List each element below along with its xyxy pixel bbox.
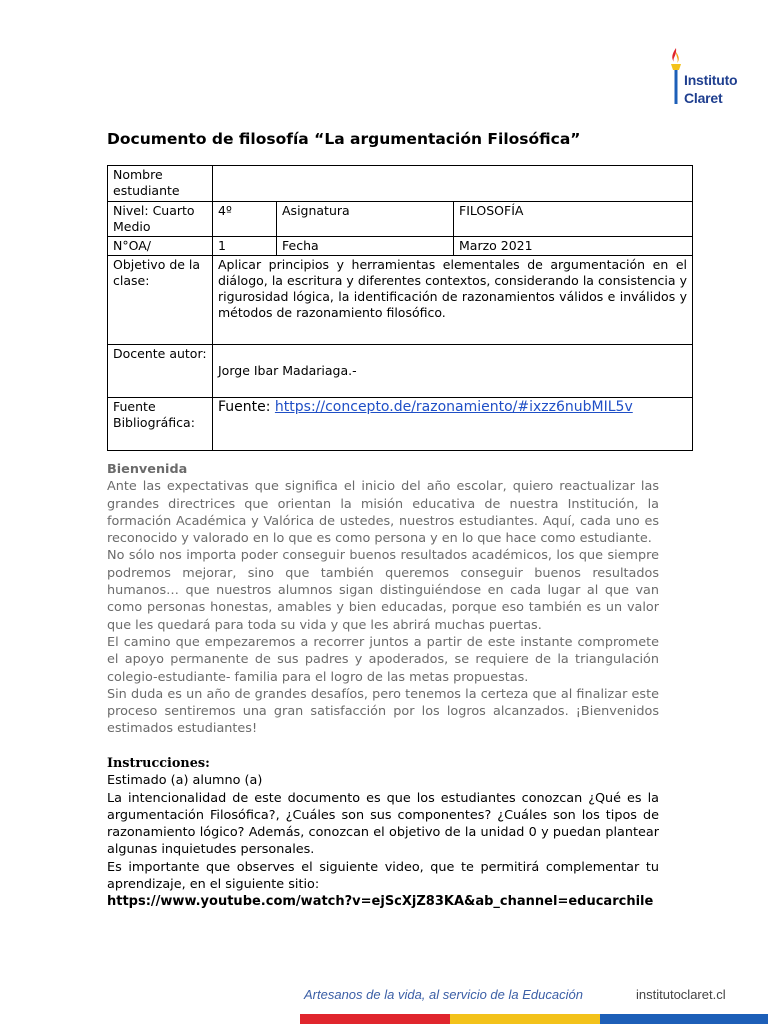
torch-icon [668,46,684,106]
nombre-label: Nombre estudiante [108,166,213,202]
footer-bar-red [300,1014,450,1024]
footer-website[interactable]: institutoclaret.cl [636,987,726,1002]
institute-logo [664,44,744,112]
logo-line-2: Claret [684,90,723,106]
info-table [107,165,693,451]
instructions-greeting: Estimado (a) alumno (a) [107,773,263,789]
nivel-label: Nivel: Cuarto Medio [108,202,213,237]
fecha-value: Marzo 2021 [454,237,693,256]
docente-cell [213,345,693,398]
nombre-value[interactable] [213,166,693,202]
instructions-heading: Instrucciones: [107,756,210,771]
docente-label: Docente autor: [108,345,213,398]
fuente-prefix: Fuente: [218,399,275,415]
footer-bar-yellow [450,1014,600,1024]
welcome-heading: Bienvenida [107,462,188,477]
footer-slogan: Artesanos de la vida, al servicio de la Educación [304,987,583,1002]
noa-label: N°OA/ [108,237,213,256]
fuente-link[interactable]: https://concepto.de/razonamiento/#ixzz6nubMIL5v [274,399,633,415]
docente-value: Jorge Ibar Madariaga.- [218,363,357,378]
footer-bar-blue [600,1014,768,1024]
welcome-section [107,461,659,738]
fecha-label: Fecha [277,237,454,256]
noa-value: 1 [213,237,277,256]
welcome-paragraph: No sólo nos importa poder conseguir buenos resultados académicos, los que siempre podremos mejorar, sino que también queremos conseguir buenos resultados humanos… que nuestros alumnos sigan distinguiéndose en cada lugar al que van como personas honestas, amables y bien educadas, porque eso también es un valor que les quedará para toda su vida y que les abrirá muchas puertas. [107,548,659,633]
logo-line-1: Instituto [684,72,738,88]
welcome-paragraph: Ante las expectativas que significa el inicio del año escolar, quiero reactualizar las grandes directrices que orientan la misión educativa de nuestra Institución, la formación Académica y Valórica de ustedes, nuestros estudiantes. Aquí, cada uno es reconocido y valorado en lo que es como persona y en lo que hace como estudiante. [107,479,659,547]
asignatura-value: FILOSOFÍA [454,202,693,237]
fuente-cell [213,398,693,451]
instructions-section [107,755,659,911]
instructions-paragraph: La intencionalidad de este documento es que los estudiantes conozcan ¿Qué es la argumentación Filosófica?, ¿Cuáles son sus componentes? ¿Cuáles son los tipos de razonamiento lógico? Además, conozcan el objetivo de la unidad 0 y puedan plantear algunas inquietudes personales. [107,790,659,858]
instructions-paragraph: Es importante que observes el siguiente video, que te permitirá complementar tu aprendizaje, en el siguiente sitio: [107,859,659,893]
fuente-label: Fuente Bibliográfica: [108,398,213,451]
welcome-paragraph: El camino que empezaremos a recorrer juntos a partir de este instante compromete el apoyo permanente de sus padres y apoderados, se requiere de la triangulación colegio-estudiante- familia para el logro de las metas propuestas. [107,634,659,685]
document-title: Documento de filosofía “La argumentación Filosófica” [107,130,581,148]
objetivo-label: Objetivo de la clase: [108,256,213,345]
asignatura-label: Asignatura [277,202,454,237]
video-link[interactable]: https://www.youtube.com/watch?v=ejScXjZ83KA&ab_channel=educarchile [107,894,654,910]
objetivo-value: Aplicar principios y herramientas elementales de argumentación en el diálogo, la escritura y diferentes contextos, considerando la consistencia y rigurosidad lógica, la identificación de razonamientos válidos e inválidos y métodos de razonamiento filosófico. [213,256,693,345]
nivel-value: 4º [213,202,277,237]
welcome-paragraph: Sin duda es un año de grandes desafíos, pero tenemos la certeza que al finalizar este proceso sentiremos una gran satisfacción por los logros alcanzados. ¡Bienvenidos estimados estudiantes! [107,686,659,737]
